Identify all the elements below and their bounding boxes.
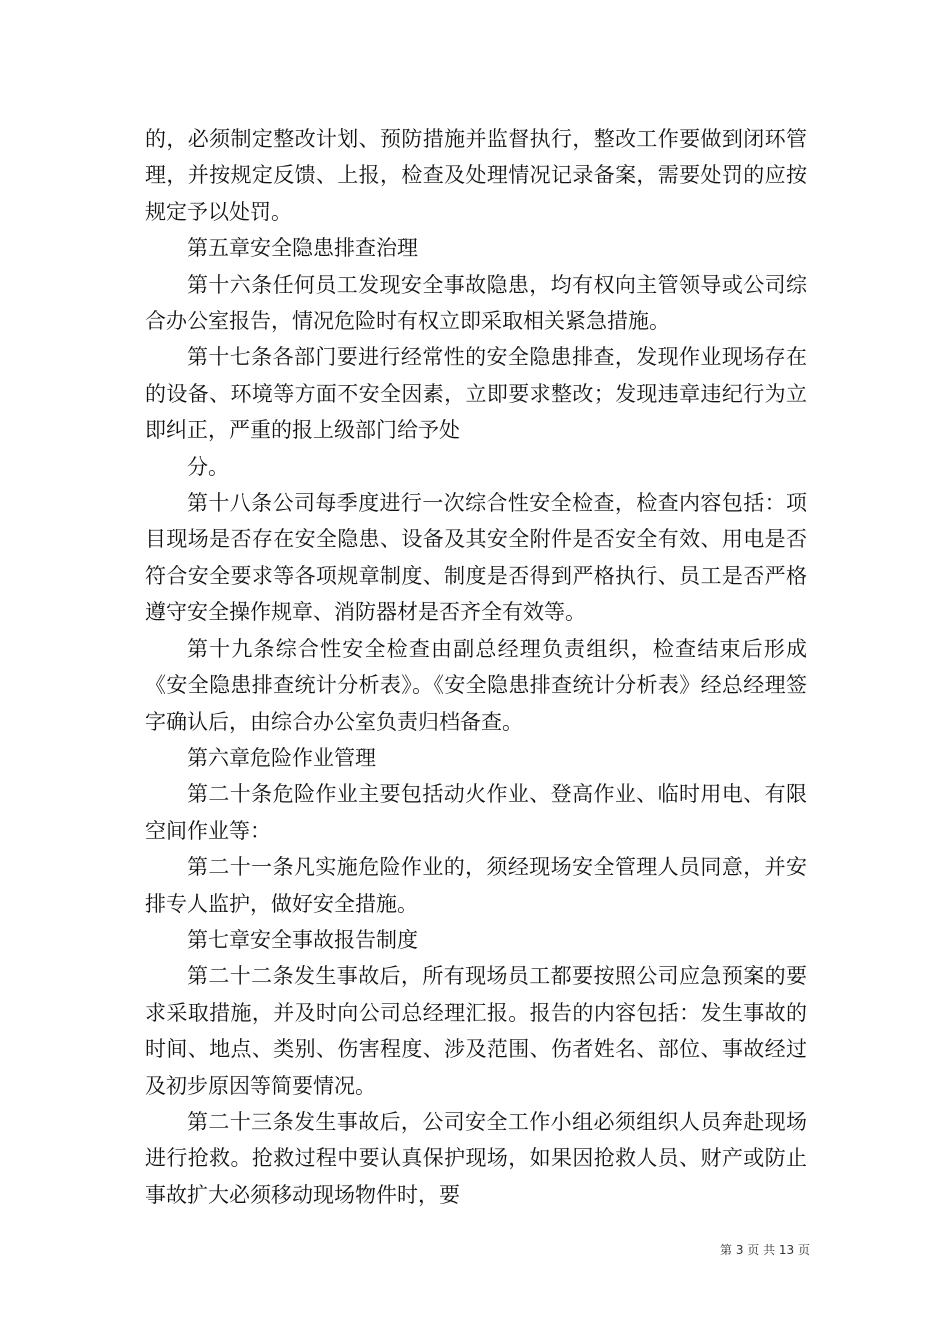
article-20: 第二十条危险作业主要包括动火作业、登高作业、临时用电、有限空间作业等： (145, 782, 807, 843)
article-19: 第十九条综合性安全检查由副总经理负责组织，检查结束后形成《安全隐患排查统计分析表》。《安全隐患排查统计分析表》经总经理签字确认后，由综合办公室负责归档备查。 (145, 636, 807, 734)
chapter-heading-5: 第五章安全隐患排查治理 (187, 236, 418, 261)
article-16: 第十六条任何员工发现安全事故隐患，均有权向主管领导或公司综合办公室报告，情况危险时有权立即采取相关紧急措施。 (145, 272, 807, 334)
chapter-heading-7: 第七章安全事故报告制度 (187, 927, 418, 952)
article-17-tail: 分。 (187, 454, 229, 479)
article-17: 第十七条各部门要进行经常性的安全隐患排查，发现作业现场存在的设备、环境等方面不安全因素，立即要求整改；发现违章违纪行为立即纠正，严重的报上级部门给予处 (145, 345, 807, 443)
article-21: 第二十一条凡实施危险作业的，须经现场安全管理人员同意，并安排专人监护，做好安全措施。 (145, 855, 807, 916)
page-number: 第 3 页 共 13 页 (720, 1243, 810, 1257)
chapter-heading-6: 第六章危险作业管理 (187, 745, 376, 770)
article-22: 第二十二条发生事故后，所有现场员工都要按照公司应急预案的要求采取措施，并及时向公司总经理汇报。报告的内容包括：发生事故的时间、地点、类别、伤害程度、涉及范围、伤者姓名、部位、事故经过及初步原因等简要情况。 (145, 964, 807, 1098)
document-body (145, 121, 807, 1213)
article-18: 第十八条公司每季度进行一次综合性安全检查，检查内容包括：项目现场是否存在安全隐患、设备及其安全附件是否安全有效、用电是否符合安全要求等各项规章制度、制度是否得到严格执行、员工是否严格遵守安全操作规章、消防器材是否齐全有效等。 (145, 491, 807, 625)
paragraph-continuation: 的，必须制定整改计划、预防措施并监督执行，整改工作要做到闭环管理，并按规定反馈、上报，检查及处理情况记录备案，需要处罚的应按规定予以处罚。 (145, 127, 807, 224)
article-23: 第二十三条发生事故后，公司安全工作小组必须组织人员奔赴现场进行抢救。抢救过程中要认真保护现场，如果因抢救人员、财产或防止事故扩大必须移动现场物件时，要 (145, 1109, 807, 1207)
